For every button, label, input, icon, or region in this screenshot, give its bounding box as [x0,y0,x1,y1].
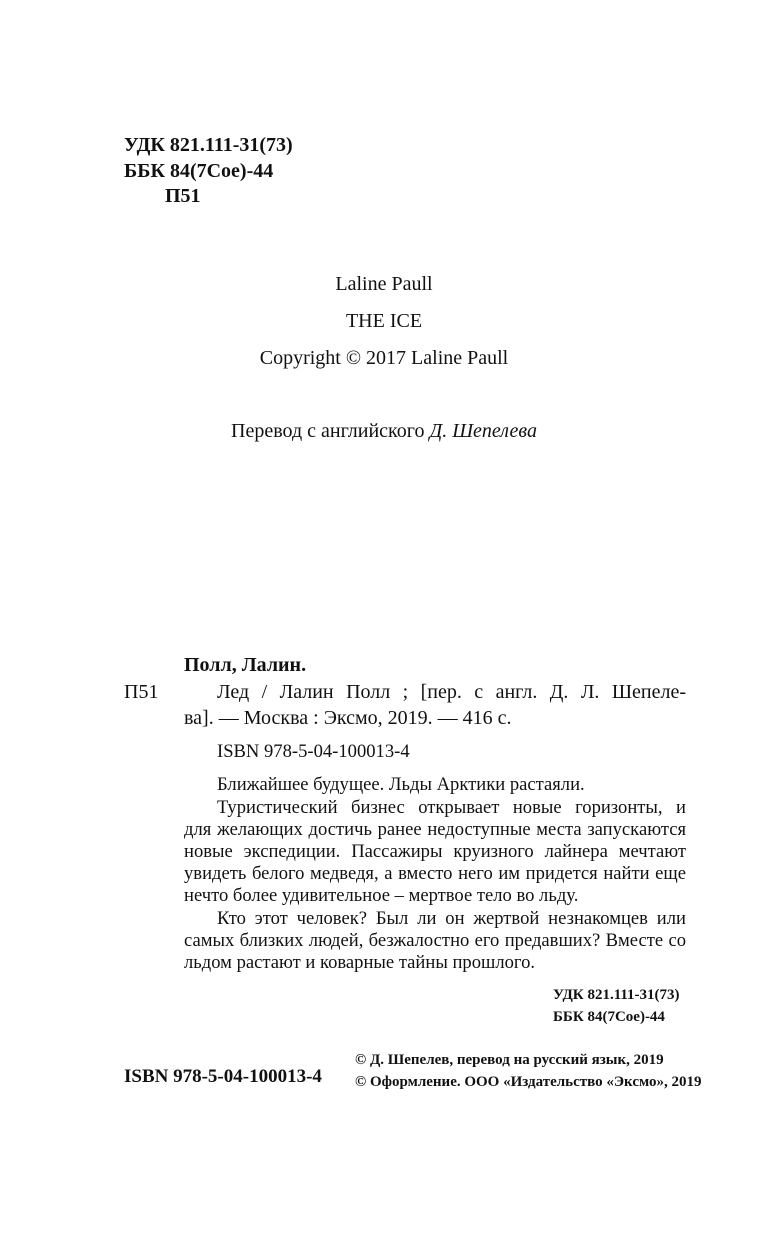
translation-prefix: Перевод с английского [231,420,425,442]
udk-code: УДК 821.111-31(73) [124,134,293,156]
footer-udk: УДК 821.111-31(73) [553,987,680,1003]
translator-name: Д. Шепелева [429,420,537,442]
footer-bbk: ББК 84(7Сое)-44 [553,1009,665,1025]
original-author: Laline Paull [335,273,433,295]
bbk-code: ББК 84(7Сое)-44 [124,160,274,182]
catalog-mark: П51 [124,681,159,703]
annotation-p2-line-1: Туристический бизнес открывает новые горизонты, и [217,797,686,818]
original-title: THE ICE [345,310,423,332]
translation-line [0,418,768,444]
catalog-entry-line-2: ва]. — Москва : Эксмо, 2019. — 416 с. [184,707,512,729]
author-mark: П51 [165,185,201,207]
footer-isbn: ISBN 978-5-04-100013-4 [124,1066,322,1087]
annotation-p2-line-4: увидеть белого медведя, а вместо него им придется найти еще [184,863,686,884]
annotation-p3-line-3: льдом растают и коварные тайны прошлого. [184,952,536,973]
annotation-p3-line-2: самых близких людей, безжалостно его предавших? Вместе со [184,930,686,951]
catalog-heading: Полл, Лалин. [184,654,307,676]
annotation-p2-line-3: новые экспедиции. Пассажиры круизного лайнера мечтают [184,841,686,862]
catalog-isbn: ISBN 978-5-04-100013-4 [217,741,410,762]
annotation-p2-line-2: для желающих достичь ранее недоступные места запускаются [184,819,686,840]
copyright-design: © Оформление. ООО «Издательство «Эксмо», 2019 [355,1074,702,1090]
annotation-p2-line-5: нечто более удивительное – мертвое тело во льду. [184,885,579,906]
catalog-entry-line-1: Лед / Лалин Полл ; [пер. с англ. Д. Л. Шепеле- [217,681,686,703]
annotation-p1: Ближайшее будущее. Льды Арктики растаяли. [217,774,585,795]
annotation-p3-line-1: Кто этот человек? Был ли он жертвой незнакомцев или [217,908,686,929]
copyright-translation: © Д. Шепелев, перевод на русский язык, 2019 [355,1052,664,1068]
original-copyright: Copyright © 2017 Laline Paull [259,347,509,369]
